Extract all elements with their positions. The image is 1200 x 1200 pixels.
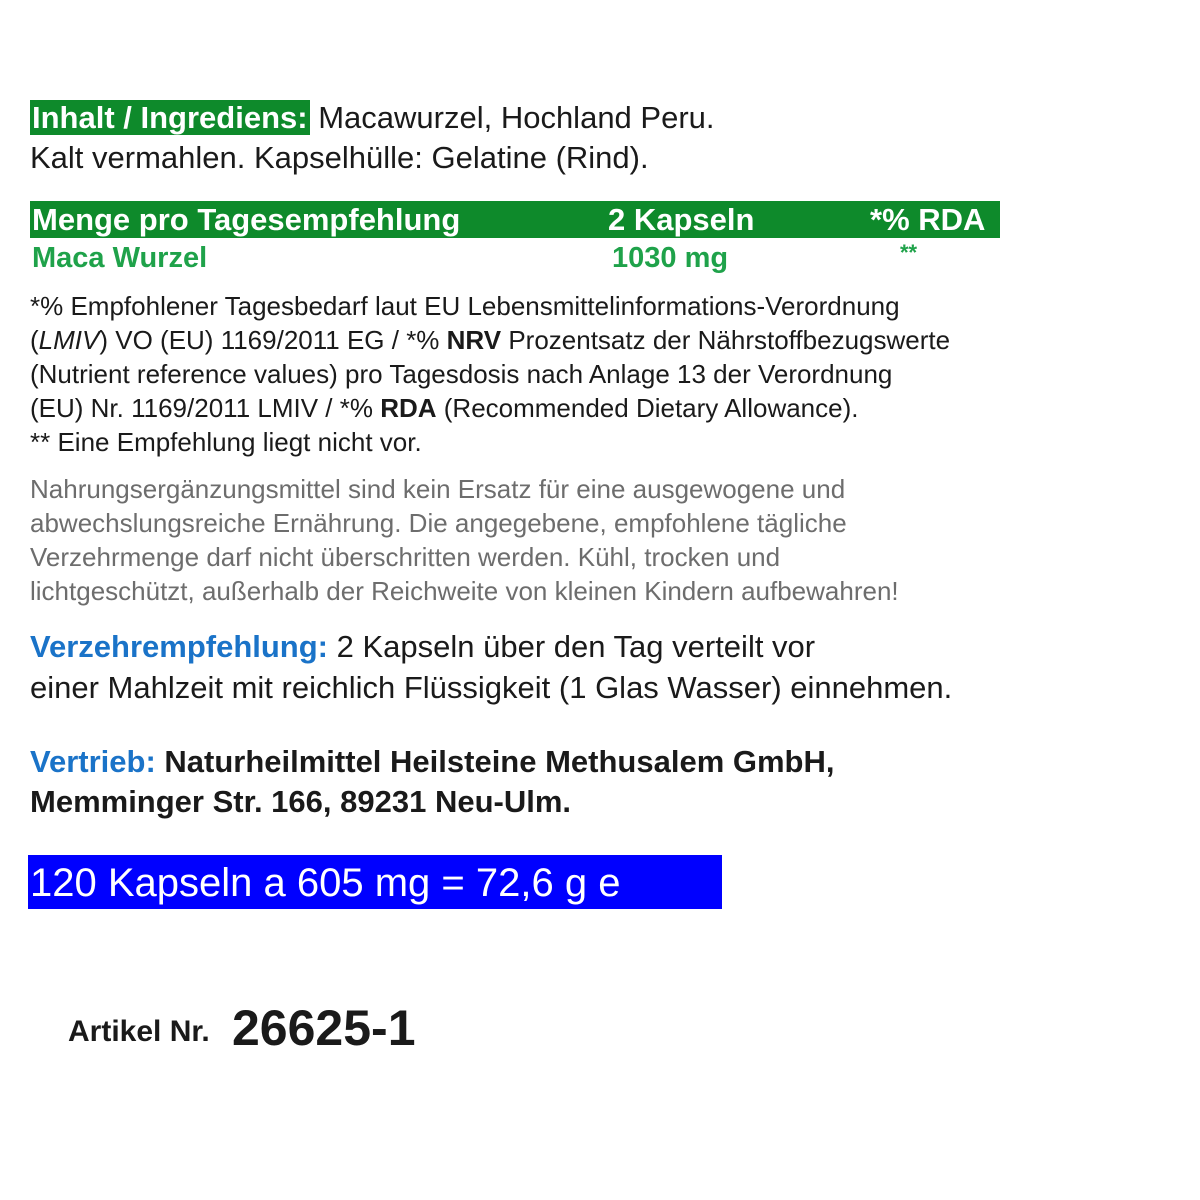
footnote-nrv: NRV: [446, 325, 502, 355]
dosage-line-1: [30, 626, 815, 668]
footnote-text: ) VO (EU) 1169/2011 EG / *%: [99, 325, 447, 355]
notice-line-1: Nahrungsergänzungsmittel sind kein Ersatz für eine ausgewogene und: [30, 474, 846, 504]
footnote-line-3: (Nutrient reference values) pro Tagesdosis nach Anlage 13 der Verordnung: [30, 359, 893, 389]
package-size-badge: 120 Kapseln a 605 mg = 72,6 g e: [28, 855, 722, 909]
distributor-name: Naturheilmittel Heilsteine Methusalem GmbH,: [155, 744, 835, 779]
notice-line-4: lichtgeschützt, außerhalb der Reichweite von kleinen Kindern aufbewahren!: [30, 576, 899, 606]
footnote-line-1: *% Empfohlener Tagesbedarf laut EU Lebensmittelinformations-Verordnung: [30, 291, 900, 321]
nutrition-header-quantity: Menge pro Tagesempfehlung: [32, 202, 461, 237]
nutrition-header-rda: *% RDA: [870, 202, 986, 237]
dosage-line-2: einer Mahlzeit mit reichlich Flüssigkeit (1 Glas Wasser) einnehmen.: [30, 670, 953, 705]
footnote-rda: RDA: [380, 393, 437, 423]
nutrition-table-header: [30, 201, 1000, 238]
footnote-text: (: [30, 325, 39, 355]
distributor-address: Memminger Str. 166, 89231 Neu-Ulm.: [30, 784, 572, 819]
footnote-line-2: [30, 323, 950, 357]
distributor-label: Vertrieb:: [30, 744, 156, 779]
dosage-label: Verzehrempfehlung:: [30, 629, 328, 664]
article-number: 26625-1: [232, 1000, 416, 1056]
ingredients-text-2: Kalt vermahlen. Kapselhülle: Gelatine (Rind).: [30, 140, 649, 175]
footnote-text: (Recommended Dietary Allowance).: [436, 393, 859, 423]
nutrition-header-capsules: 2 Kapseln: [608, 202, 755, 237]
nutrition-row-rda: **: [900, 240, 918, 265]
notice-line-3: Verzehrmenge darf nicht überschritten werden. Kühl, trocken und: [30, 542, 781, 572]
notice-line-2: abwechslungsreiche Ernährung. Die angegebene, empfohlene tägliche: [30, 508, 847, 538]
ingredients-label: Inhalt / Ingrediens:: [32, 100, 308, 135]
footnote-lmiv: LMIV: [38, 325, 100, 355]
dosage-text-1: 2 Kapseln über den Tag verteilt vor: [328, 629, 816, 664]
footnote-text: Prozentsatz der Nährstoffbezugswerte: [501, 325, 951, 355]
nutrition-table-row: [30, 238, 1000, 278]
footnote-text: (EU) Nr. 1169/2011 LMIV / *%: [30, 393, 381, 423]
footnote-line-4: [30, 391, 859, 425]
article-number-label: Artikel Nr.: [68, 1015, 210, 1048]
ingredients-line-1: [30, 98, 715, 138]
ingredients-text-1: Macawurzel, Hochland Peru.: [309, 100, 715, 135]
nutrition-row-amount: 1030 mg: [612, 242, 729, 274]
nutrition-row-name: Maca Wurzel: [32, 242, 208, 274]
footnote-line-5: ** Eine Empfehlung liegt nicht vor.: [30, 427, 422, 457]
distributor-line-1: [30, 742, 834, 782]
